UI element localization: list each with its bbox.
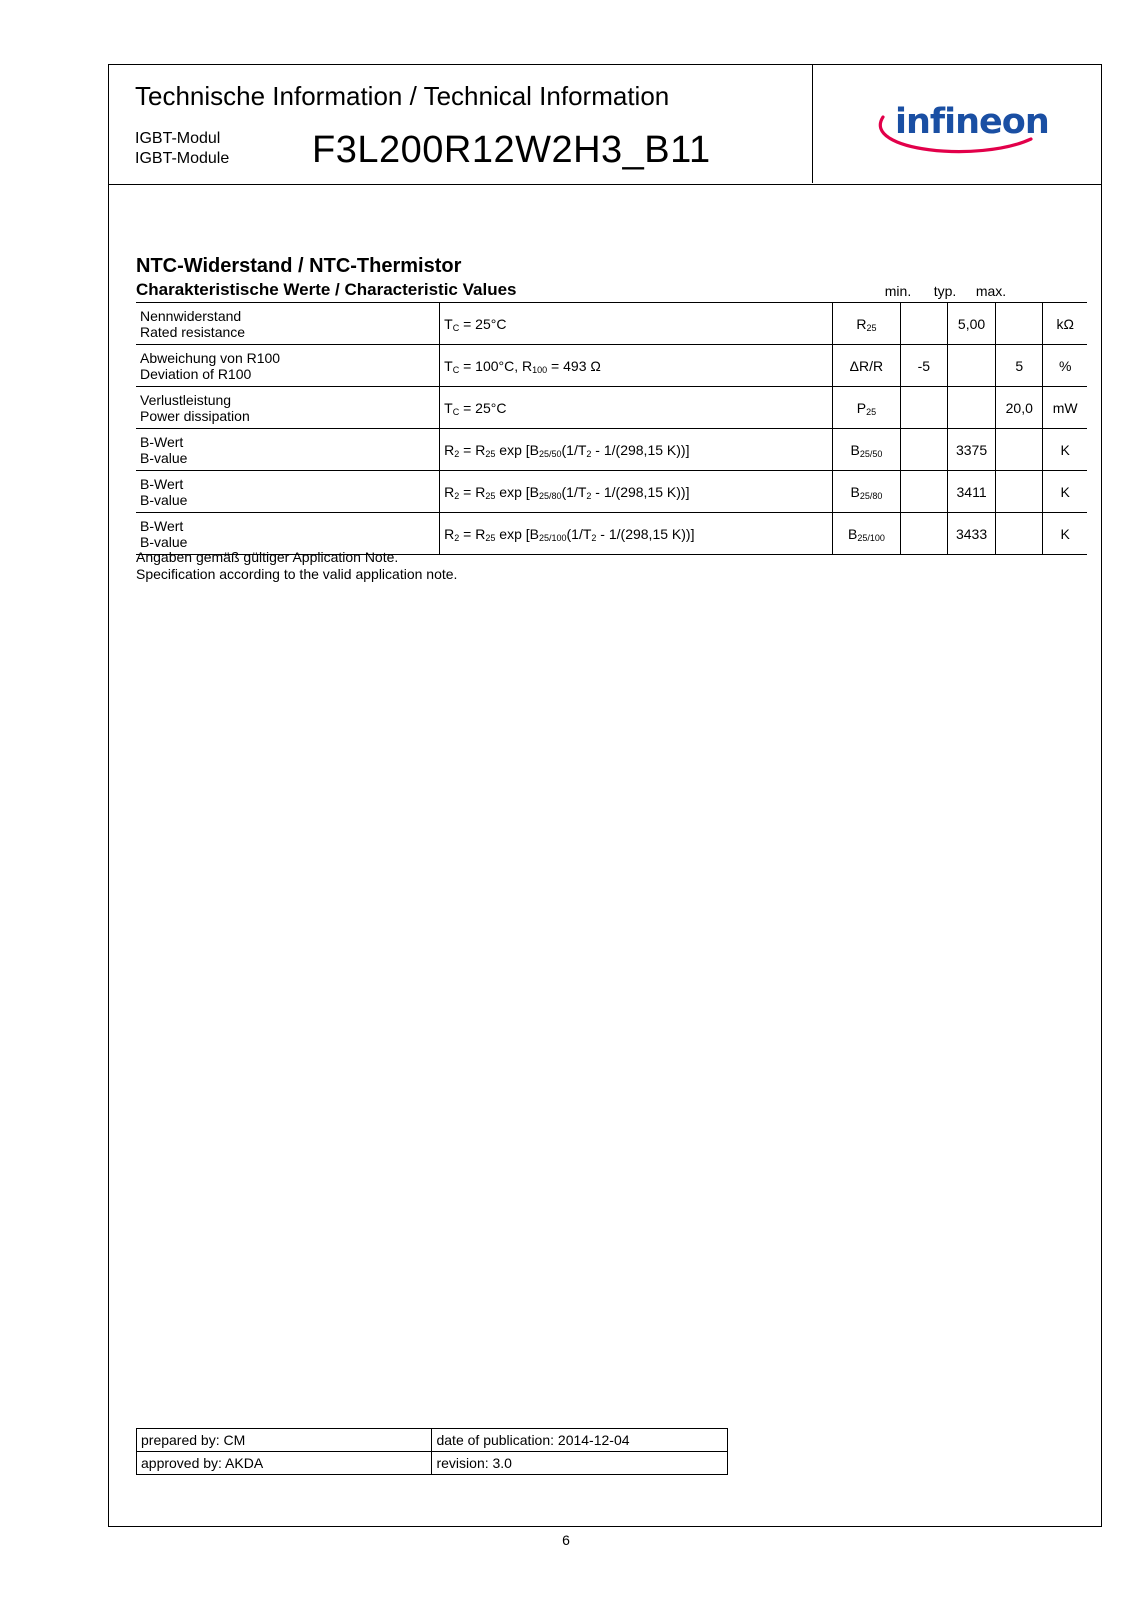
note-en: Specification according to the valid application note. [136, 566, 458, 582]
part-number: F3L200R12W2H3_B11 [312, 129, 711, 171]
parameter-de: Nennwiderstand [140, 307, 242, 324]
value-typ: 3411 [947, 471, 995, 513]
value-typ [947, 387, 995, 429]
test-condition: $R_2 = R_{25}$ $\exp [B_{25/80}(1/T_2 - 1/(298,15$ K))] [440, 471, 833, 513]
unit: mW [1043, 387, 1087, 429]
test-condition: $R_2 = R_{25}$ $\exp [B_{25/50}(1/T_2 - 1/(298,15$ K))] [440, 429, 833, 471]
page-frame [108, 64, 1102, 1527]
test-condition: $T_C = 25^\circ C$ [440, 303, 833, 345]
parameter-en: Rated resistance [140, 323, 246, 340]
value-typ: 3375 [947, 429, 995, 471]
test-condition: $T_C = 100^\circ C$, $R_{100} = 493$ Ω [440, 345, 833, 387]
parameter-name [136, 345, 440, 387]
table-row [136, 387, 1087, 429]
parameter-name [136, 429, 440, 471]
header-divider [812, 65, 813, 183]
parameter-de: B-Wert [140, 433, 184, 450]
page-header [109, 65, 1101, 185]
test-condition: $T_C = 25^\circ C$ [440, 387, 833, 429]
value-min [900, 513, 947, 555]
section-title: NTC-Widerstand / NTC-Thermistor [136, 255, 462, 277]
module-type-de: IGBT-Modul [135, 130, 221, 147]
value-max: 20,0 [996, 387, 1043, 429]
parameter-en: Power dissipation [140, 407, 250, 424]
table-row [136, 345, 1087, 387]
column-header-min: min. [884, 283, 912, 299]
table-row [136, 303, 1087, 345]
symbol: $B_{25/80}$ [833, 471, 901, 513]
approval-row [137, 1429, 728, 1452]
symbol: $P_{25}$ [833, 387, 901, 429]
value-min [900, 471, 947, 513]
approved-by: approved by: AKDA [137, 1452, 432, 1475]
logo-text: infineon [895, 102, 1049, 142]
value-typ [947, 345, 995, 387]
value-min [900, 303, 947, 345]
value-max [996, 429, 1043, 471]
unit: kΩ [1043, 303, 1087, 345]
parameter-de: Verlustleistung [140, 391, 232, 408]
publication-date: date of publication: 2014-12-04 [432, 1429, 728, 1452]
parameter-name [136, 387, 440, 429]
unit: K [1043, 471, 1087, 513]
parameter-de: Abweichung von R100 [140, 349, 281, 366]
parameter-en: B-value [140, 449, 188, 466]
page-number: 6 [562, 1532, 570, 1548]
value-typ: 3433 [947, 513, 995, 555]
parameter-name [136, 303, 440, 345]
value-max [996, 513, 1043, 555]
section-subtitle: Charakteristische Werte / Characteristic Values [136, 280, 517, 299]
module-type-en: IGBT-Module [135, 150, 230, 167]
revision: revision: 3.0 [432, 1452, 728, 1475]
document-title: Technische Information / Technical Information [135, 81, 670, 111]
unit: K [1043, 429, 1087, 471]
column-header-max: max. [975, 283, 1007, 299]
value-min [900, 387, 947, 429]
value-min [900, 429, 947, 471]
parameter-en: Deviation of R100 [140, 365, 252, 382]
table-row [136, 429, 1087, 471]
unit: % [1043, 345, 1087, 387]
infineon-logo [869, 93, 1049, 163]
unit: K [1043, 513, 1087, 555]
parameter-en: B-value [140, 491, 188, 508]
symbol: $R_{25}$ [833, 303, 901, 345]
approval-row [137, 1452, 728, 1475]
characteristics-table [136, 302, 1087, 555]
parameter-name [136, 471, 440, 513]
symbol: $B_{25/50}$ [833, 429, 901, 471]
value-min: -5 [900, 345, 947, 387]
value-max: 5 [996, 345, 1043, 387]
test-condition: $R_2 = R_{25}$ $\exp [B_{25/100}(1/T_2 - 1/(298,15$ K))] [440, 513, 833, 555]
parameter-de: B-Wert [140, 517, 184, 534]
value-max [996, 471, 1043, 513]
application-note [136, 549, 457, 583]
approval-table [136, 1428, 728, 1475]
table-row [136, 471, 1087, 513]
value-max [996, 303, 1043, 345]
module-type [135, 129, 229, 169]
symbol: ΔR/R [833, 345, 901, 387]
column-header-typ: typ. [933, 283, 957, 299]
prepared-by: prepared by: CM [137, 1429, 432, 1452]
parameter-en: B-value [140, 533, 188, 550]
parameter-de: B-Wert [140, 475, 184, 492]
symbol: $B_{25/100}$ [833, 513, 901, 555]
note-de: Angaben gemäß gültiger Application Note. [136, 549, 399, 565]
value-typ: 5,00 [947, 303, 995, 345]
